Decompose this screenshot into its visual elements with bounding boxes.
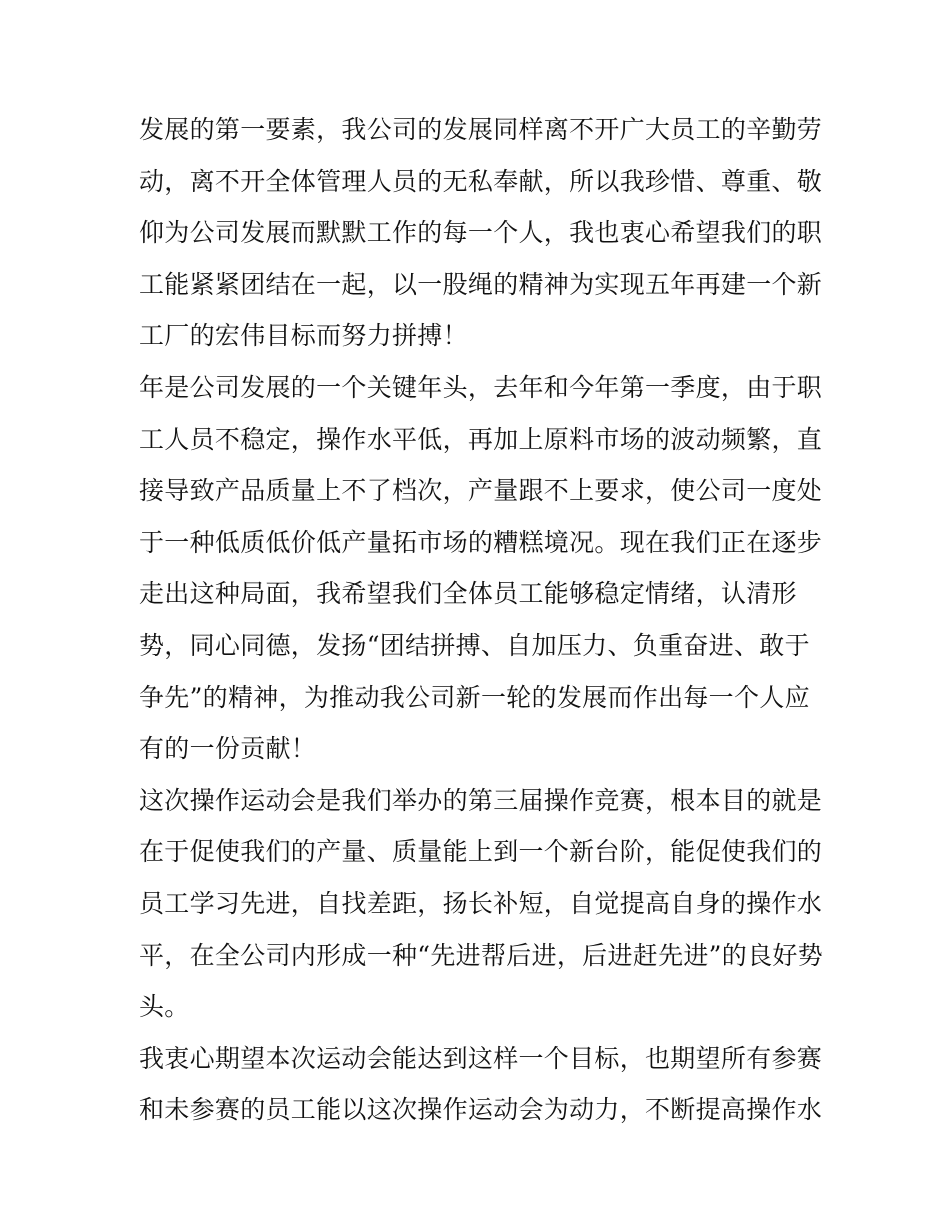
text-line: 这次操作运动会是我们举办的第三届操作竞赛，根本目的就是 [139,785,823,815]
text-line: 动，离不开全体管理人员的无私奉献，所以我珍惜、尊重、敬 [139,166,823,196]
text-line: 和未参赛的员工能以这次操作运动会为动力，不断提高操作水 [139,1095,823,1125]
text-line: 在于促使我们的产量、质量能上到一个新台阶，能促使我们的 [139,837,823,867]
document-body [139,104,823,1136]
text-line: 年是公司发展的一个关键年头，去年和今年第一季度，由于职 [139,372,823,402]
text-line: 有的一份贡献！ [139,734,317,764]
text-line: 员工学习先进，自找差距，扬长补短，自觉提高自身的操作水 [139,888,823,918]
text-line: 势，同心同德，发扬“团结拼搏、自加压力、负重奋进、敢于 [139,630,810,660]
text-line: 工人员不稳定，操作水平低，再加上原料市场的波动频繁，直 [139,424,823,454]
text-line: 于一种低质低价低产量拓市场的糟糕境况。现在我们正在逐步 [139,527,823,557]
text-line: 走出这种局面，我希望我们全体员工能够稳定情绪，认清形 [139,579,797,609]
text-line: 发展的第一要素，我公司的发展同样离不开广大员工的辛勤劳 [139,115,823,144]
text-line: 争先”的精神，为推动我公司新一轮的发展而作出每一个人应 [139,682,810,712]
text-line: 头。 [139,992,190,1022]
text-line: 工厂的宏伟目标而努力拼搏！ [139,321,468,351]
text-line: 工能紧紧团结在一起，以一股绳的精神为实现五年再建一个新 [139,269,823,299]
text-line: 仰为公司发展而默默工作的每一个人，我也衷心希望我们的职 [139,218,823,248]
text-line: 平，在全公司内形成一种“先进帮后进，后进赶先进”的良好势 [139,940,823,970]
text-line: 我衷心期望本次运动会能达到这样一个目标，也期望所有参赛 [139,1043,823,1073]
text-line: 接导致产品质量上不了档次，产量跟不上要求，使公司一度处 [139,476,823,506]
